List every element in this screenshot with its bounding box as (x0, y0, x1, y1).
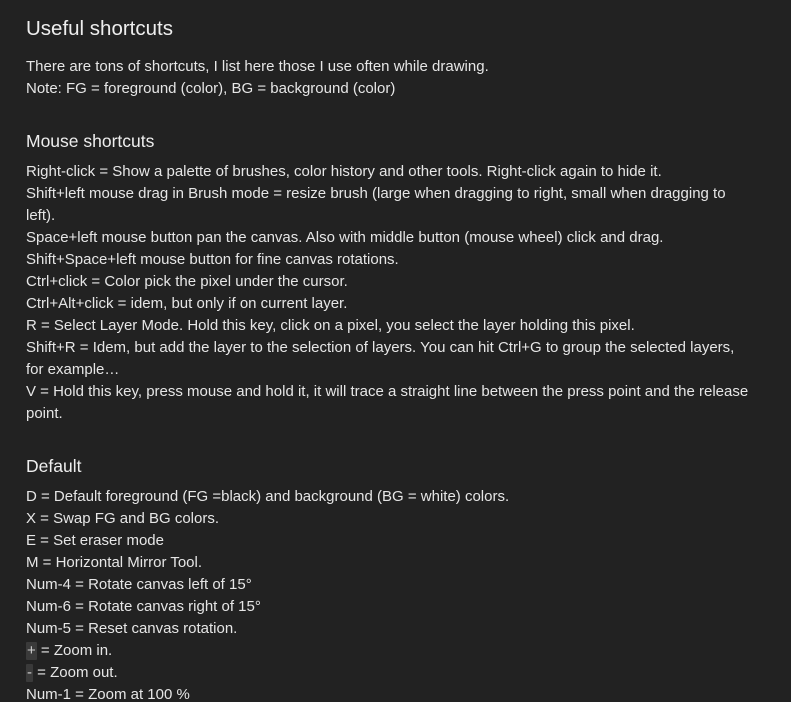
shortcut-line: Ctrl+Alt+click = idem, but only if on current layer. (26, 295, 348, 312)
page-title: Useful shortcuts (26, 17, 173, 40)
default-shortcuts-list (26, 486, 751, 702)
shortcut-line: M = Horizontal Mirror Tool. (26, 554, 203, 571)
shortcut-line: Num-6 = Rotate canvas right of 15° (26, 598, 261, 615)
shortcut-line: X = Swap FG and BG colors. (26, 510, 220, 527)
section-heading-default: Default (26, 456, 82, 476)
shortcut-line: D = Default foreground (FG =black) and background (BG = white) colors. (26, 488, 510, 505)
shortcut-line: Shift+left mouse drag in Brush mode = resize brush (large when dragging to right, small when dragging to left). (26, 185, 726, 224)
intro-line: Note: FG = foreground (color), BG = background (color) (26, 80, 396, 97)
shortcut-line: Num-1 = Zoom at 100 % (26, 686, 190, 702)
shortcut-description: = Zoom out. (33, 664, 118, 681)
shortcut-line: Num-5 = Reset canvas rotation. (26, 620, 238, 637)
key-code: - (27, 664, 32, 681)
shortcut-line: V = Hold this key, press mouse and hold it, it will trace a straight line between the press point and the release point. (26, 383, 749, 422)
shortcut-line-zoom-in (26, 640, 751, 662)
shortcut-line: E = Set eraser mode (26, 532, 164, 549)
shortcut-line: Num-4 = Rotate canvas left of 15° (26, 576, 252, 593)
key-code: + (27, 642, 36, 659)
shortcut-line: Shift+R = Idem, but add the layer to the selection of layers. You can hit Ctrl+G to group the selected layers, for example… (26, 339, 735, 378)
shortcut-line: Space+left mouse button pan the canvas. Also with middle button (mouse wheel) click and drag. (26, 229, 664, 246)
shortcut-line: R = Select Layer Mode. Hold this key, click on a pixel, you select the layer holding this pixel. (26, 317, 635, 334)
shortcut-line: Ctrl+click = Color pick the pixel under the cursor. (26, 273, 348, 290)
intro-line: There are tons of shortcuts, I list here those I use often while drawing. (26, 58, 489, 75)
shortcut-line-zoom-out (26, 662, 751, 684)
mouse-shortcuts-list (26, 161, 751, 425)
intro-text (26, 56, 751, 100)
section-heading-mouse: Mouse shortcuts (26, 131, 155, 151)
shortcut-line: Right-click = Show a palette of brushes, color history and other tools. Right-click again to hide it. (26, 163, 662, 180)
shortcut-description: = Zoom in. (36, 642, 113, 659)
shortcut-line: Shift+Space+left mouse button for fine canvas rotations. (26, 251, 399, 268)
